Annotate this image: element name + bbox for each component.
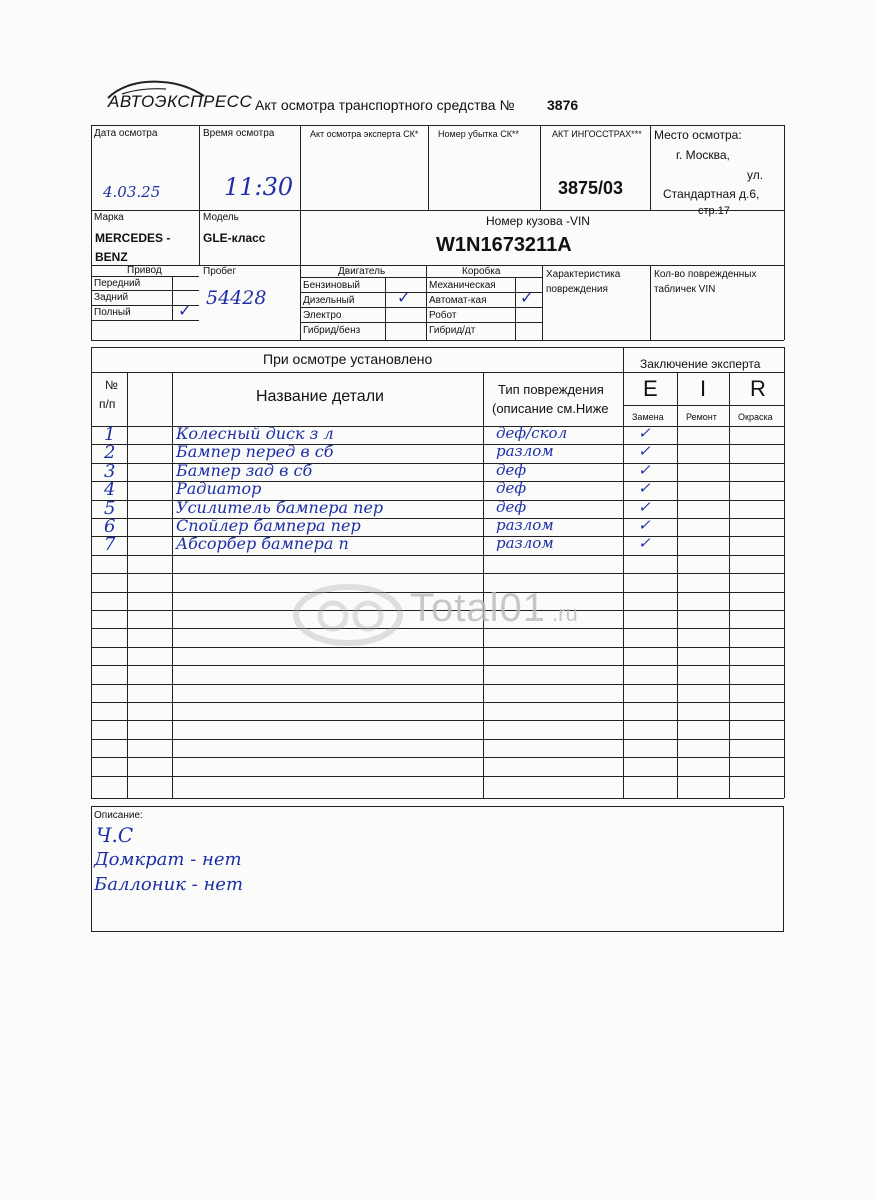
mileage-value: 54428 xyxy=(206,287,267,309)
conclusion-label: Заключение эксперта xyxy=(640,357,761,371)
row-number: 6 xyxy=(104,516,116,537)
table-row-line xyxy=(91,757,784,758)
drive-front: Передний xyxy=(94,278,141,289)
damage-char-label-1: Характеристика xyxy=(546,269,621,280)
column-r-label: R xyxy=(750,376,766,401)
row-replace-check: ✓ xyxy=(638,516,651,534)
row-part-name: Бампер перед в сб xyxy=(176,442,334,461)
column-e-label: E xyxy=(643,376,658,401)
row-damage-type: деф xyxy=(496,461,527,479)
table-row-line xyxy=(91,776,784,777)
column-paint-label: Окраска xyxy=(738,412,773,422)
num-label-1: № xyxy=(105,378,118,392)
damage-char-label-2: повреждения xyxy=(546,284,608,295)
table-row-line xyxy=(91,720,784,721)
row-replace-check: ✓ xyxy=(638,534,651,552)
part-name-label: Название детали xyxy=(256,388,384,405)
table-row-line xyxy=(91,739,784,740)
row-part-name: Спойлер бампера пер xyxy=(176,516,361,535)
row-damage-type: деф/скол xyxy=(496,424,568,442)
gearbox-manual: Механическая xyxy=(429,280,496,291)
gearbox-auto-check: ✓ xyxy=(520,288,534,307)
expert-act-label: Акт осмотра эксперта СК* xyxy=(310,129,419,139)
description-label: Описание: xyxy=(94,810,143,821)
column-repair-label: Ремонт xyxy=(686,412,717,422)
drive-label: Привод xyxy=(127,265,162,276)
row-part-name: Бампер зад в сб xyxy=(176,461,313,480)
num-label-2: п/п xyxy=(99,397,116,411)
brand-value-line2: BENZ xyxy=(95,250,128,264)
engine-hybrid: Гибрид/бенз xyxy=(303,325,361,336)
table-row-line xyxy=(91,573,784,574)
damage-type-label-2: (описание см.Ниже xyxy=(492,401,609,416)
date-value: 4.03.25 xyxy=(103,183,161,201)
time-value: 11:30 xyxy=(224,173,294,201)
place-label: Место осмотра: xyxy=(654,128,742,142)
ingos-value: 3875/03 xyxy=(558,178,624,198)
row-damage-type: разлом xyxy=(496,442,554,460)
table-row-line xyxy=(91,702,784,703)
row-part-name: Радиатор xyxy=(176,479,262,498)
gearbox-robot: Робот xyxy=(429,310,457,321)
place-street: Стандартная д.6, xyxy=(663,187,760,201)
row-replace-check: ✓ xyxy=(638,498,651,516)
row-replace-check: ✓ xyxy=(638,442,651,460)
row-replace-check: ✓ xyxy=(638,461,651,479)
brand-value-line1: MERCEDES - xyxy=(95,231,171,245)
row-number: 5 xyxy=(104,498,116,519)
engine-petrol: Бензиновый xyxy=(303,280,360,291)
column-i-label: I xyxy=(700,376,707,401)
date-label: Дата осмотра xyxy=(94,128,158,139)
ingos-label: АКТ ИНГОССТРАХ*** xyxy=(552,129,642,139)
table-row-line xyxy=(91,665,784,666)
engine-diesel-check: ✓ xyxy=(397,288,411,307)
gearbox-label: Коробка xyxy=(462,266,501,277)
document-title: Акт осмотра транспортного средства № xyxy=(255,97,515,113)
row-number: 3 xyxy=(104,461,116,482)
document-number: 3876 xyxy=(547,97,579,113)
drive-full-check: ✓ xyxy=(178,301,192,320)
gearbox-auto: Автомат-кая xyxy=(429,295,487,306)
loss-number-label: Номер убытка СК** xyxy=(438,129,519,139)
place-city: г. Москва, xyxy=(676,148,730,162)
column-replace-label: Замена xyxy=(632,412,664,422)
established-label: При осмотре установлено xyxy=(263,351,433,367)
drive-rear: Задний xyxy=(94,292,129,303)
vin-value: W1N1673211A xyxy=(436,234,572,256)
time-label: Время осмотра xyxy=(203,128,275,139)
gearbox-hybrid: Гибрид/дт xyxy=(429,325,476,336)
row-damage-type: деф xyxy=(496,479,527,497)
watermark-text: Total01 xyxy=(410,586,546,630)
row-part-name: Абсорбер бампера п xyxy=(176,534,349,553)
row-part-name: Колесный диск з л xyxy=(176,424,334,443)
table-row-line xyxy=(91,684,784,685)
row-replace-check: ✓ xyxy=(638,424,651,442)
vin-plates-label-2: табличек VIN xyxy=(654,284,716,295)
engine-electro: Электро xyxy=(303,310,342,321)
description-line-2: Домкрат - нет xyxy=(94,849,242,870)
description-line-1: Ч.С xyxy=(96,823,134,847)
row-number: 1 xyxy=(104,424,116,445)
logo-text: АВТОЭКСПРЕСС xyxy=(108,92,253,111)
description-line-3: Баллоник - нет xyxy=(94,874,244,895)
place-building: стр.17 xyxy=(698,205,730,217)
row-damage-type: деф xyxy=(496,498,527,516)
table-row-line xyxy=(91,555,784,556)
engine-label: Двигатель xyxy=(338,266,386,277)
vin-plates-label-1: Кол-во поврежденных xyxy=(654,269,757,280)
mileage-label: Пробег xyxy=(203,266,237,277)
brand-label: Марка xyxy=(94,212,124,223)
row-damage-type: разлом xyxy=(496,516,554,534)
row-number: 7 xyxy=(104,534,116,555)
row-part-name: Усилитель бампера пер xyxy=(176,498,384,517)
place-street-prefix: ул. xyxy=(747,168,764,182)
model-value: GLE-класс xyxy=(203,231,266,245)
vin-label: Номер кузова -VIN xyxy=(486,214,590,228)
row-replace-check: ✓ xyxy=(638,479,651,497)
row-number: 4 xyxy=(104,479,116,500)
engine-diesel: Дизельный xyxy=(303,295,355,306)
model-label: Модель xyxy=(203,212,239,223)
damage-type-label-1: Тип повреждения xyxy=(498,382,604,397)
row-number: 2 xyxy=(104,442,116,463)
drive-full: Полный xyxy=(94,307,131,318)
watermark-suffix: .ru xyxy=(552,601,578,626)
row-damage-type: разлом xyxy=(496,534,554,552)
